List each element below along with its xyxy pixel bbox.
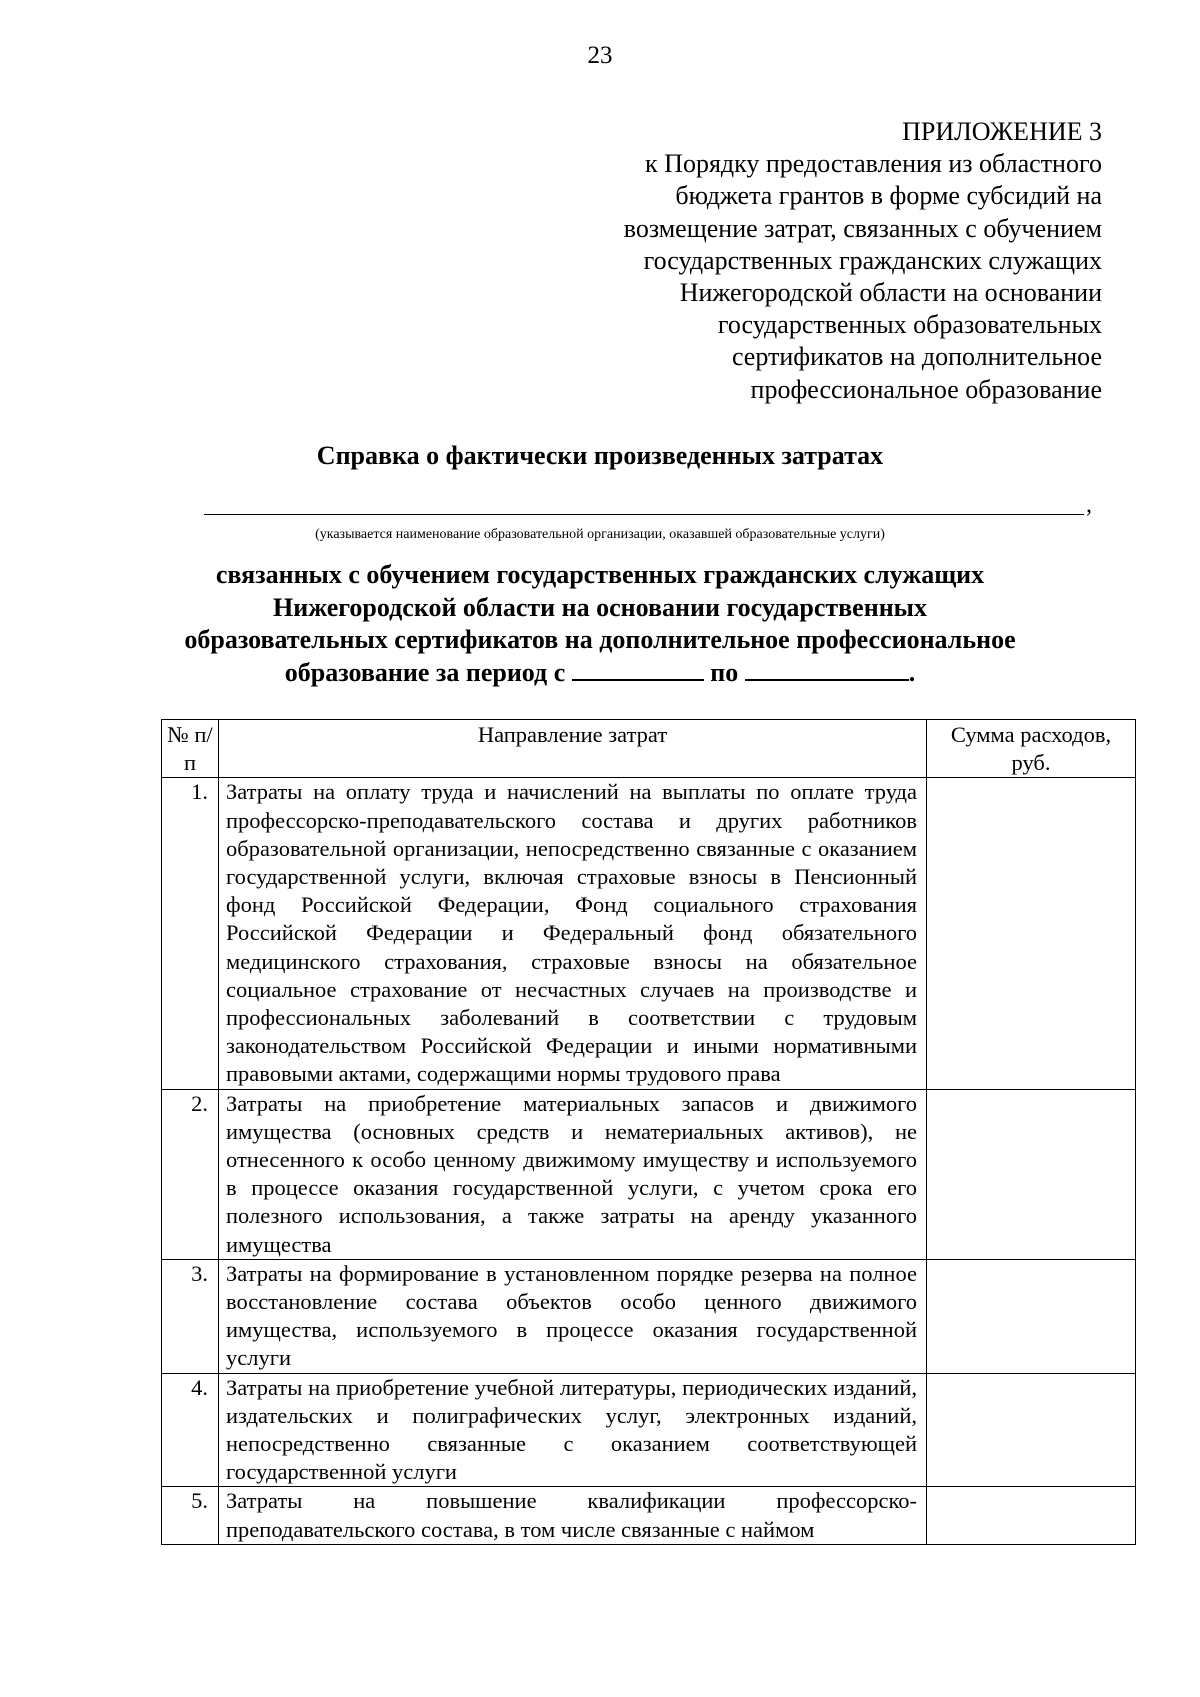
period-to-field[interactable] <box>745 679 909 681</box>
row-number: 4. <box>162 1373 219 1487</box>
row-direction: Затраты на оплату труда и начислений на выплаты по оплате труда профессорско-преподавательского состава и других работников образовательной организации, непосредственно связанные с оказанием государственной услуги, включая страховые взносы в Пенсионный фонд Российской Федерации, Фонд социального страхования Российской Федерации и Федеральный фонд обязательного медицинского страхования, страховые взносы на обязательное социальное страхование от несчастных случаев на производстве и профессиональных заболеваний в соответствии с трудовым законодательством Российской Федерации и иными нормативными правовыми актами, содержащими нормы трудового права <box>219 778 927 1089</box>
row-direction: Затраты на формирование в установленном порядке резерва на полное восстановление состава объектов особо ценного движимого имущества, используемого в процессе оказания государственной услуги <box>219 1259 927 1373</box>
appendix-line: профессиональное образование <box>750 374 1102 404</box>
subject-line: Нижегородской области на основании государственных <box>273 592 927 622</box>
appendix-line: сертификатов на дополнительное <box>731 342 1102 372</box>
row-sum-cell[interactable] <box>927 1259 1136 1373</box>
header-number: № п/п <box>162 720 219 778</box>
period-prefix: образование за период с <box>284 657 566 687</box>
organization-caption: (указывается наименование образовательной организации, оказавшей образовательные услуги) <box>315 527 885 542</box>
subject-line: связанных с обучением государственных гражданских служащих <box>215 560 985 589</box>
table-header-row <box>162 720 1136 778</box>
row-sum-cell[interactable] <box>927 1089 1136 1259</box>
row-sum-cell[interactable] <box>927 1373 1136 1487</box>
organization-name-field[interactable] <box>204 514 1084 515</box>
period-mid: по <box>710 657 739 687</box>
subject-line: образовательных сертификатов на дополнительное профессиональное <box>184 625 1016 654</box>
header-direction: Направление затрат <box>219 720 927 778</box>
table-row <box>162 1373 1136 1487</box>
period-from-field[interactable] <box>572 679 704 681</box>
appendix-line: государственных гражданских служащих <box>643 245 1102 275</box>
row-sum-cell[interactable] <box>927 1487 1136 1544</box>
appendix-line: к Порядку предоставления из областного <box>645 149 1102 179</box>
page-number: 23 <box>587 42 613 69</box>
row-number: 3. <box>162 1259 219 1373</box>
row-direction: Затраты на приобретение учебной литературы, периодических изданий, издательских и полиграфических услуг, электронных изданий, непосредственно связанные с оказанием соответствующей государственной услуги <box>219 1373 927 1487</box>
costs-table <box>161 719 1136 1545</box>
row-direction: Затраты на приобретение материальных запасов и движимого имущества (основных средств и нематериальных активов), не отнесенного к особо ценному движимому имуществу и используемого в процессе оказания государственной услуги, с учетом срока его полезного использования, а также затраты на аренду указанного имущества <box>219 1089 927 1259</box>
document-title: Справка о фактически произведенных затратах <box>316 441 884 470</box>
appendix-line: бюджета грантов в форме субсидий на <box>675 181 1102 211</box>
appendix-header <box>542 116 1102 406</box>
period-line <box>150 657 1050 690</box>
appendix-title: ПРИЛОЖЕНИЕ 3 <box>902 117 1102 146</box>
appendix-line: государственных образовательных <box>717 310 1102 340</box>
table-row <box>162 1259 1136 1373</box>
appendix-line: возмещение затрат, связанных с обучением <box>623 213 1102 243</box>
row-sum-cell[interactable] <box>927 778 1136 1089</box>
row-number: 1. <box>162 778 219 1089</box>
row-number: 2. <box>162 1089 219 1259</box>
table-row <box>162 778 1136 1089</box>
table-row <box>162 1089 1136 1259</box>
row-number: 5. <box>162 1487 219 1544</box>
period-end: . <box>908 657 916 687</box>
header-sum: Сумма расходов, руб. <box>927 720 1136 778</box>
table-row <box>162 1487 1136 1544</box>
row-direction: Затраты на повышение квалификации профессорско-преподавательского состава, в том числе связанные с наймом <box>219 1487 927 1544</box>
organization-comma: , <box>1086 492 1092 518</box>
appendix-line: Нижегородской области на основании <box>679 278 1102 308</box>
certificate-subject <box>150 559 1050 689</box>
